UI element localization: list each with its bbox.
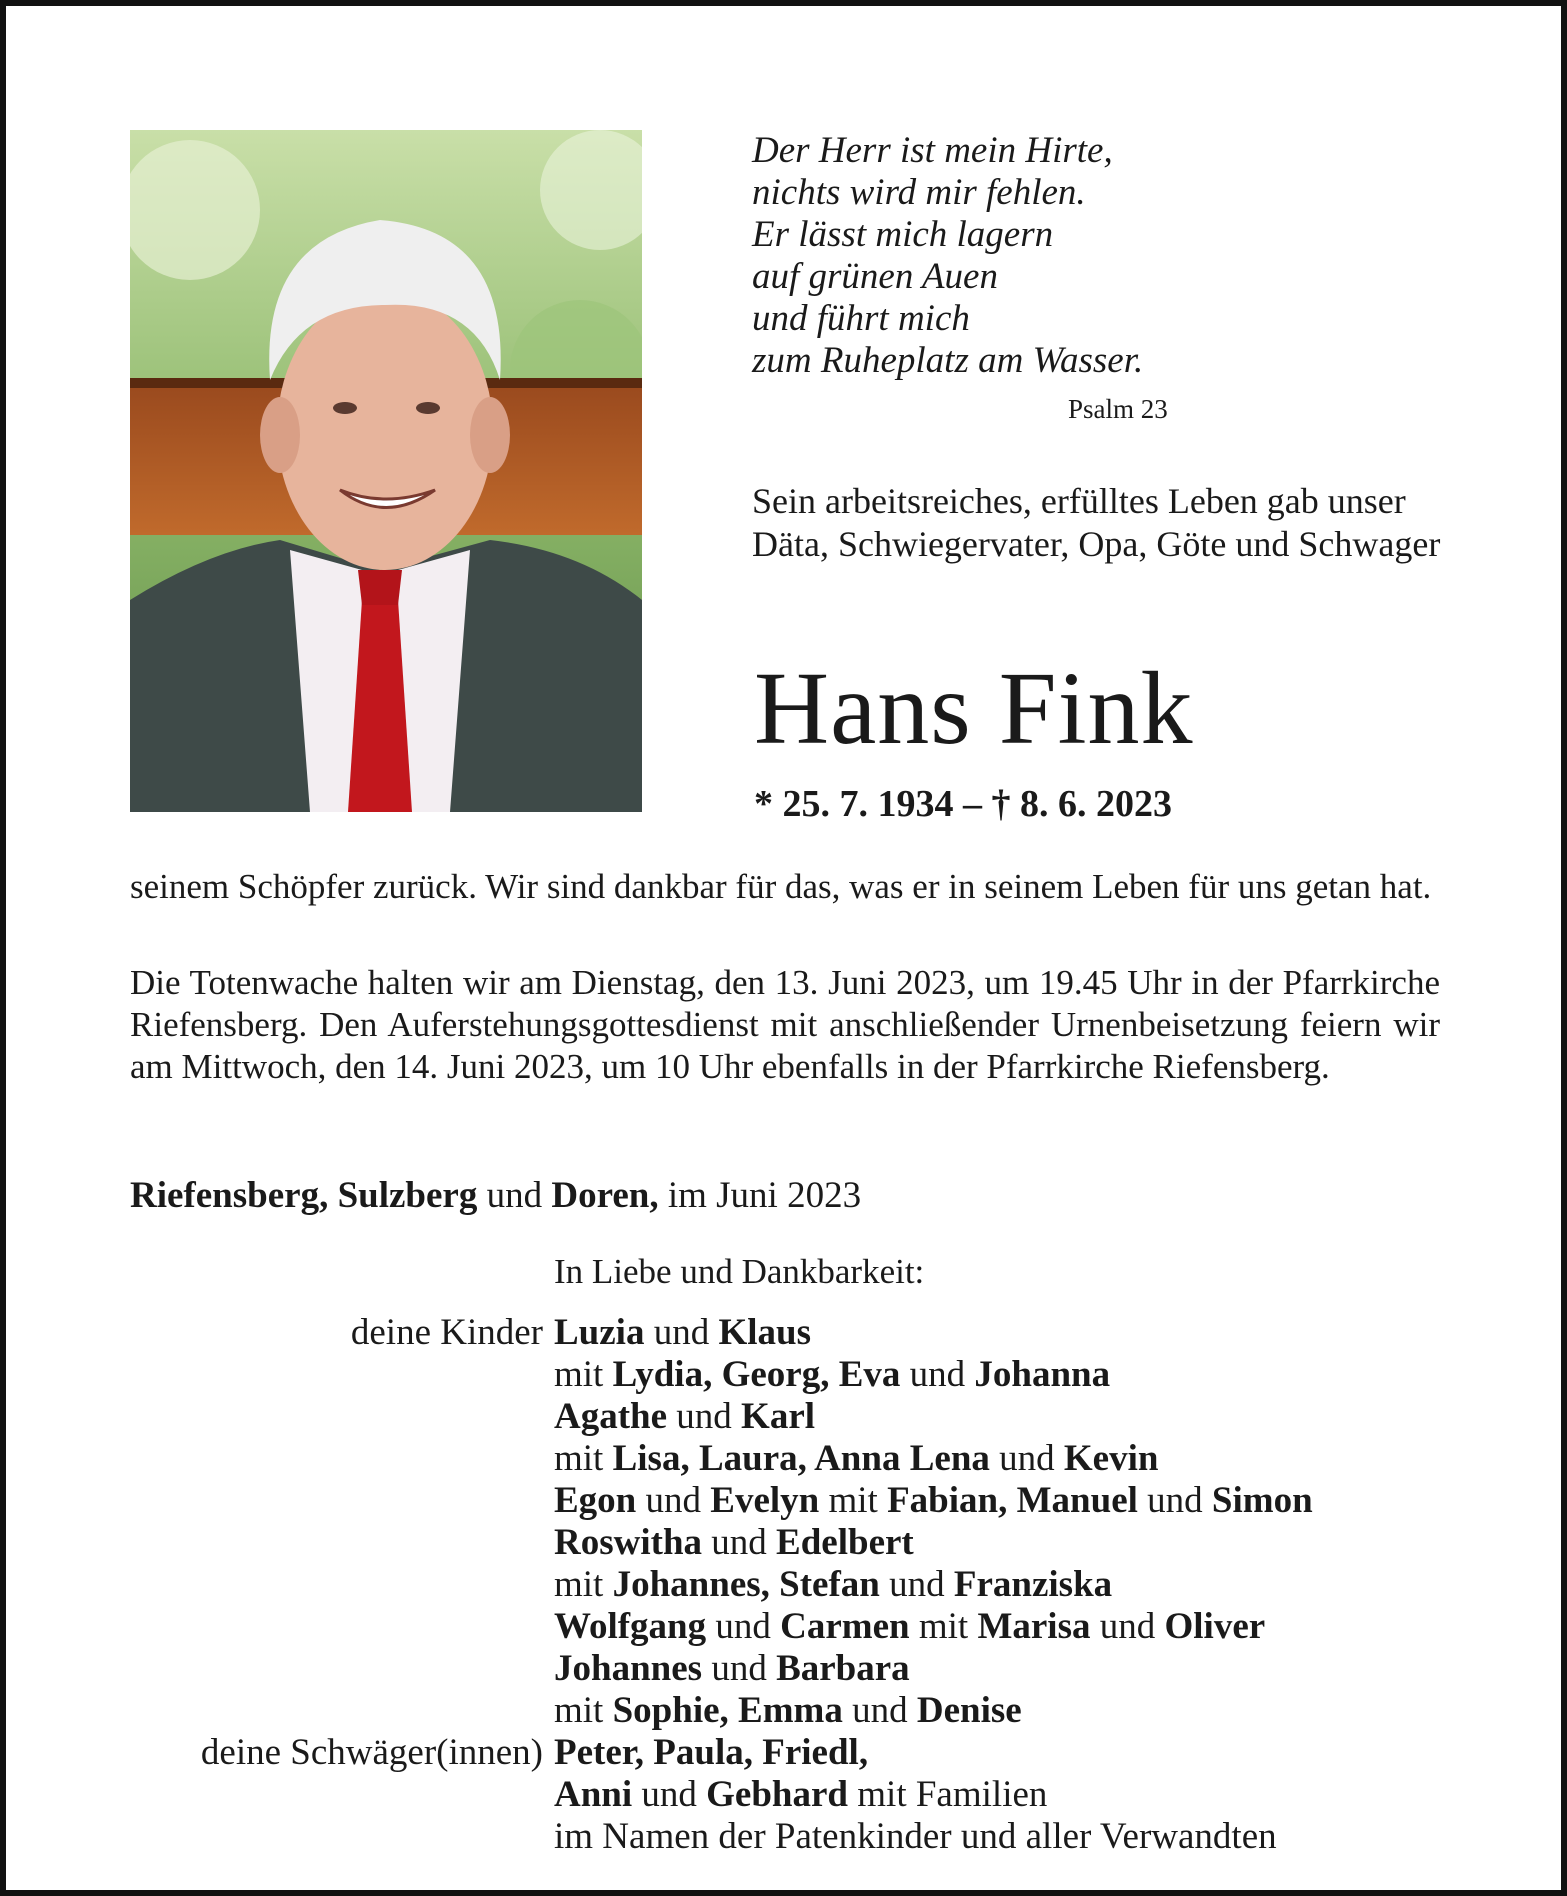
connector-text: mit bbox=[554, 1690, 613, 1731]
family-names bbox=[554, 1522, 914, 1564]
psalm-line: zum Ruheplatz am Wasser. bbox=[752, 340, 1144, 381]
connector-text: und bbox=[879, 1564, 954, 1605]
family-names bbox=[554, 1564, 1112, 1606]
psalm-line: auf grünen Auen bbox=[752, 256, 998, 297]
family-names bbox=[554, 1774, 1047, 1816]
family-row bbox=[6, 1564, 1561, 1606]
family-name: Evelyn bbox=[710, 1480, 820, 1521]
intro-text: Sein arbeitsreiches, erfülltes Leben gab unser Däta, Schwiegervater, Opa, Göte und Schwager bbox=[752, 481, 1441, 564]
family-names bbox=[554, 1438, 1158, 1480]
family-row bbox=[6, 1312, 1561, 1354]
family-name: Agathe bbox=[554, 1396, 668, 1437]
connector-text: mit bbox=[554, 1354, 613, 1395]
family-names bbox=[554, 1690, 1022, 1732]
connector-text: mit bbox=[909, 1606, 978, 1647]
family-row bbox=[6, 1396, 1561, 1438]
family-names bbox=[554, 1606, 1265, 1648]
family-names bbox=[554, 1816, 1277, 1858]
signoff: In Liebe und Dankbarkeit: bbox=[554, 1252, 925, 1291]
family-name: Marisa bbox=[977, 1606, 1091, 1647]
family-group-label: deine Kinder bbox=[350, 1312, 543, 1353]
psalm-line: Der Herr ist mein Hirte, bbox=[752, 130, 1113, 171]
deceased-name: Hans Fink bbox=[754, 651, 1194, 766]
family-row bbox=[6, 1774, 1561, 1816]
family-name: Johannes bbox=[554, 1648, 703, 1689]
family-name: Barbara bbox=[776, 1648, 910, 1689]
family-name: Anni bbox=[554, 1774, 633, 1815]
family-names bbox=[554, 1648, 910, 1690]
family-name: Luzia bbox=[554, 1312, 645, 1353]
family-row bbox=[6, 1354, 1561, 1396]
connector-text: und bbox=[644, 1312, 719, 1353]
connector-text: und bbox=[1090, 1606, 1165, 1647]
portrait-photo bbox=[130, 130, 642, 812]
connector-text: mit Familien bbox=[848, 1774, 1048, 1815]
life-dates: * 25. 7. 1934 – † 8. 6. 2023 bbox=[754, 783, 1172, 825]
family-row bbox=[6, 1816, 1561, 1858]
family-name: Fabian, Manuel bbox=[887, 1480, 1138, 1521]
family-name: Klaus bbox=[718, 1312, 812, 1353]
family-name: Roswitha bbox=[554, 1522, 703, 1563]
family-name: Carmen bbox=[780, 1606, 910, 1647]
connector-text: mit bbox=[554, 1438, 613, 1479]
family-row bbox=[6, 1480, 1561, 1522]
connector-text: und bbox=[702, 1522, 777, 1563]
family-row bbox=[6, 1648, 1561, 1690]
family-name: Peter, Paula, Friedl, bbox=[554, 1732, 869, 1773]
family-name: Johanna bbox=[974, 1354, 1111, 1395]
portrait-image bbox=[130, 130, 642, 812]
paragraph-funeral-details: Die Totenwache halten wir am Dienstag, den 13. Juni 2023, um 19.45 Uhr in der Pfarrkirche Riefensberg. Den Auferstehungsgottesdienst mit anschließender Urnenbeisetzung feiern wir am Mittwoch, den 14. Juni 2023, um 10 Uhr ebenfalls in der Pfarrkirche Riefensberg. bbox=[130, 963, 1440, 1086]
place-and: und bbox=[486, 1175, 543, 1216]
family-name: Franziska bbox=[953, 1564, 1113, 1605]
family-name: Denise bbox=[916, 1690, 1022, 1731]
family-name: Oliver bbox=[1164, 1606, 1266, 1647]
connector-text: und bbox=[900, 1354, 975, 1395]
family-name: Gebhard bbox=[706, 1774, 849, 1815]
psalm-reference: Psalm 23 bbox=[1068, 394, 1168, 424]
family-name: Johannes, Stefan bbox=[612, 1564, 880, 1605]
place-sulzberg: Sulzberg bbox=[337, 1175, 478, 1216]
family-row bbox=[6, 1438, 1561, 1480]
family-name: Lydia, Georg, Eva bbox=[612, 1354, 901, 1395]
connector-text: und bbox=[842, 1690, 917, 1731]
family-name: Wolfgang bbox=[554, 1606, 707, 1647]
family-name: Simon bbox=[1211, 1480, 1313, 1521]
place-date: im Juni 2023 bbox=[667, 1175, 862, 1216]
psalm-line: nichts wird mir fehlen. bbox=[752, 172, 1086, 213]
family-name: Edelbert bbox=[776, 1522, 914, 1563]
family-names bbox=[554, 1312, 811, 1354]
family-name: Kevin bbox=[1063, 1438, 1159, 1479]
family-name: Egon bbox=[554, 1480, 637, 1521]
family-name: Sophie, Emma bbox=[612, 1690, 843, 1731]
connector-text: und bbox=[702, 1648, 777, 1689]
family-row bbox=[6, 1522, 1561, 1564]
family-names bbox=[554, 1396, 815, 1438]
connector-text: und bbox=[667, 1396, 742, 1437]
place-date-line bbox=[130, 1174, 861, 1217]
family-names bbox=[554, 1354, 1110, 1396]
psalm-line: und führt mich bbox=[752, 298, 970, 339]
family-row bbox=[6, 1690, 1561, 1732]
paragraph-thanks: seinem Schöpfer zurück. Wir sind dankbar für das, was er in seinem Leben für uns getan hat. bbox=[130, 867, 1432, 906]
family-names bbox=[554, 1480, 1313, 1522]
psalm-quote bbox=[752, 130, 1212, 382]
connector-text: und bbox=[989, 1438, 1064, 1479]
family-names bbox=[554, 1732, 868, 1774]
connector-text: mit bbox=[819, 1480, 888, 1521]
family-name: Karl bbox=[741, 1396, 816, 1437]
place-riefensberg: Riefensberg, bbox=[130, 1175, 329, 1216]
place-doren: Doren, bbox=[551, 1175, 659, 1216]
connector-text: und bbox=[636, 1480, 711, 1521]
connector-text: im Namen der Patenkinder und aller Verwandten bbox=[554, 1816, 1277, 1857]
family-group-label: deine Schwäger(innen) bbox=[200, 1732, 543, 1773]
family-list bbox=[6, 1312, 1561, 1858]
family-name: Lisa, Laura, Anna Lena bbox=[612, 1438, 990, 1479]
connector-text: und bbox=[632, 1774, 707, 1815]
family-row bbox=[6, 1732, 1561, 1774]
psalm-line: Er lässt mich lagern bbox=[752, 214, 1054, 255]
connector-text: mit bbox=[554, 1564, 613, 1605]
family-row bbox=[6, 1606, 1561, 1648]
connector-text: und bbox=[706, 1606, 781, 1647]
connector-text: und bbox=[1137, 1480, 1212, 1521]
